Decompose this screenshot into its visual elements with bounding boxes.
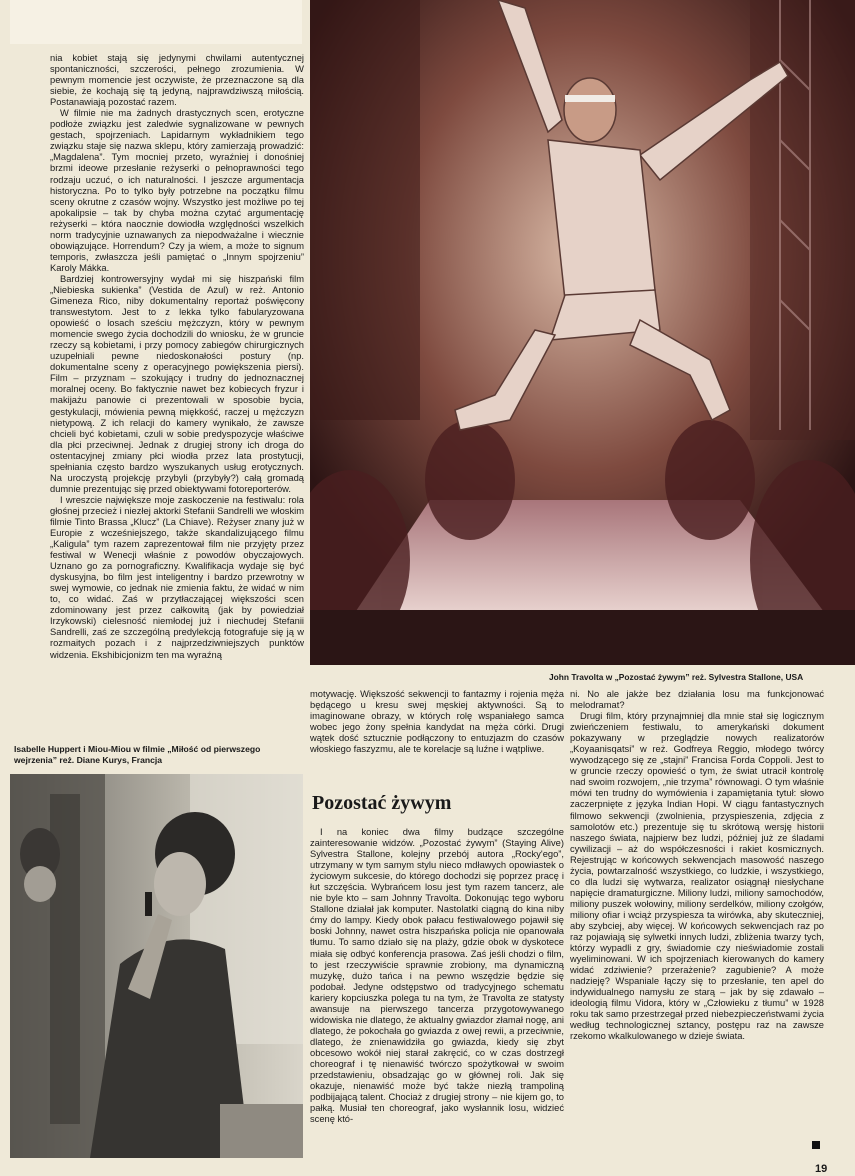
section-heading: Pozostać żywym <box>312 792 452 814</box>
top-blank-strip <box>10 0 302 44</box>
column-3 <box>570 689 824 1129</box>
col2-bottom-paragraph: I na koniec dwa filmy budzące szczególne zainteresowanie widzów. „Pozostać żywym” (Staying Alive) Sylvestra Stallone, kolejny przebój autora „Rocky'ego”, utrzymany w tym samym stylu nieco mdławych opowiastek o życiowym sukcesie, do którego dochodzi się poprzez pracę i łut szczęścia. Wybrańcem losu jest tym razem tancerz, ale nie byle kto – sam Johnny Travolta. Dokonując tego wyboru Stallone działał jak komputer. Nastolatki ciągną do kina niby ćmy do lampy. Kiedy obok pałacu festiwalowego pojawił się boski Johnny, nawet ostra hiszpańska policja nie opanowała tłumu. To samo działo się na plaży, gdzie obok w dyskotece miała się odbyć konferencja prasowa. Zaś jeśli chodzi o film, to jest rzeczywiście sprawnie zrobiony, ma dynamiczną muzykę, dużo tańca i na pewno wszędzie będzie się podobał. Jedyne odstępstwo od tradycyjnego schematu kariery kopciuszka polega tu na tym, że Travolta ze statysty awansuje na pierwszego tancerza przygotowywanego widowiska nie dlatego, że aktualny gwiazdor złamał nogę, ani dlatego, że pokochała go gwiazda z owej rewii, a przeciwnie, dlatego, że znienawidziła go gwiazda, kiedy się zbyt obcesowo wokół niej starał zakręcić, co w czas dostrzegł choreograf i tę nienawiść twórczo spożytkował w swoim przedstawieniu, obsadzając go w głównej roli. Jak się okazuje, nienawiść może być także niezłą trampoliną podbijającą talent. Chociaż z drugiej strony – nie kijem go, to pałką. Musiał ten choreograf, jako wysłannik losu, widzieć scenę któ- <box>310 827 564 1125</box>
huppert-caption: Isabelle Huppert i Miou-Miou w filmie „Miłość od pierwszego wejrzenia” reż. Diane Kurys, Francja <box>14 744 261 765</box>
travolta-photo <box>310 0 855 665</box>
column-2-top <box>310 689 564 775</box>
end-mark <box>812 1141 820 1149</box>
col3-paragraph-1: ni. No ale jakże bez działania losu ma funkcjonować melodramat? <box>570 689 824 711</box>
col2-top-paragraph: motywację. Większość sekwencji to fantazmy i rojenia męża będącego u kresu swej męskiej aktywności. Są to imaginowane obrazy, w których rolę wspaniałego samca wobec jego żony spełnia kandydat na męża córki. Drugi wątek dość sztucznie podłączony to entuzjazm do czasów włoskiego faszyzmu, ale te korelacje są luźne i wątpliwe. <box>310 689 564 755</box>
col1-paragraph-2: W filmie nie ma żadnych drastycznych scen, erotyczne podłoże związku jest zaledwie sygnalizowane w pewnych gestach, spojrzeniach. Lapidarnym wykładnikiem tego związku staje się nazwa sklepu, który zamierzają prowadzić: „Magdalena”. Tym mocniej przeto, wyraźniej i donośniej brzmi ideowe przesłanie reżyserki o pełnoprawności tego rodzaju uczuć, o ich naturalności. I jeszcze argumentacja historyczna. Po to tylko były potrzebne na początku filmu sceny okrutne z czasów wojny. Wszystko jest możliwe po tej apokalipsie – tak by chyba można czytać argumentację reżyserki – która naocznie dowiodła względności wszelkich norm tradycyjnie uznawanych za niepodważalne i wiecznie obowiązujące. Horrendum? Czy ja wiem, a może to signum temporis, zwłaszcza jeśli pamiętać o „Innym spojrzeniu” Karoly Mákka. <box>50 108 304 273</box>
huppert-photo-image <box>10 774 303 1158</box>
col1-paragraph-1: nia kobiet stają się jedynymi chwilami autentycznej spontaniczności, szczerości, pełnego zrozumienia. W pewnym momencie jest oczywiste, że przeznaczone są dla siebie, że kochają się tą jedyną, najprawdziwszą miłością. Postanawiają pozostać razem. <box>50 53 304 108</box>
col3-paragraph-2: Drugi film, który przynajmniej dla mnie stał się logicznym zwieńczeniem festiwalu, to amerykański dokument pokazywany w przeglądzie nowych realizatorów „Koyaanisqatsi” w reż. Godfreya Reggio, młodego twórcy wywodzącego się ze „stajni” Francisa Forda Coppoli. Jest to w gruncie rzeczy opowieść o tym, że świat utracił kontrolę nad swoim rozwojem, „nie trzyma” równowagi. O tym właśnie mówi ten trudny do wymówienia i zapamiętania tytuł: słowo zaczerpnięte z języka Indian Hopi. W ciągu fantastycznych filmowo sekwencji (zwolnienia, przyspieszenia, zdjęcia z samolotów etc.) prezentuje się tu skrótową wersję historii naszego świata, najpierw bez ludzi, później już ze śladami cywilizacji – aż do współczesności i rakiet kosmicznych. Rejestrując w końcowych sekwencjach masowość naszego życia, powtarzalność wszystkiego, co ludzkie, i wszystkiego, co dla ludzi się wytwarza, realizator osiągnął niesłychane napięcie dramaturgiczne. Miliony ludzi, miliony samochodów, miliony puszek wołowiny, miliony serdelków, miliony czołgów, miliony ofiar i wciąż przyspiesza ta wirówka, aby skuteczniej, aby szybciej, aby więcej. W końcowych sekwencjach raz po raz pojawiają się sylwetki innych ludzi, zbliżenia twarzy tych, którzy wypadli z gry, świadomie czy nieświadomie zostali wyeliminowani. W ich spojrzeniach kierowanych do kamery widać zdziwienie? przerażenie? zagubienie? A może nadzieję? Wspaniale łączy się to przesłanie, ten apel do indywidualnego namysłu ze starą – jak by się zdawało – ideologią filmu Vidora, który w „Człowieku z tłumu” w 1928 roku tak samo przestrzegał przed niebezpieczeństwami życia według technologicznej sztancy, postępu raz na zawsze rzekomo wkalkulowanego w dzieje świata. <box>570 711 824 1042</box>
col1-paragraph-3: Bardziej kontrowersyjny wydał mi się hiszpański film „Niebieska sukienka” (Vestida de Azul) w reż. Antonio Gimeneza Rico, niby dokumentalny reportaż poświęcony transwestytom. Jest to z lekka tylko fabularyzowana opowieść o losach sześciu mężczyzn, który w pewnym momencie swego życia dochodzili do wniosku, że w gruncie rzeczy są kobietami, i przy pomocy zabiegów chirurgicznych uzupełniali pewne niedoskonałości postury (np. dokumentalne sceny z operacyjnego powiększenia piersi). Film – przyznam – szokujący i trudny do jednoznacznej moralnej oceny. Bo faktycznie nawet bez kobiecych fryzur i makijażu panowie ci prezentowali w sposobie bycia, gestykulacji, mówienia pewną miękkość, raczej u mężczyzn nietypową. Z ich relacji do kamery wynikało, że zawsze chcieli być kobietami, czuli w sobie predyspozycje właściwe dla płci przeciwnej. Jednak z drugiej strony ich droga do ostentacyjnej zmiany płci wiodła przez lata prostytucji, spełniania często bardzo wyszukanych usług erotycznych. Na uroczystą projekcję przybyli (przybyły?) całą gromadą dumnie prezentując się przed obiektywami fotoreporterów. <box>50 273 304 494</box>
travolta-photo-image <box>310 0 855 665</box>
column-2-bottom <box>310 827 564 1157</box>
col1-paragraph-4: I wreszcie największe moje zaskoczenie na festiwalu: rola głośnej przecież i niezłej aktorki Stefanii Sandrelli we włoskim filmie Tinto Brassa „Klucz” (La Chiave). Reżyser znany już w Europie z wcześniejszego, także skandalizującego filmu „Kaligula” tym razem zaprezentował film nie przyjęty przez festiwal w Wenecji właśnie z powodów obyczajowych. Uznano go za pornograficzny. Kwalifikacja wydaje się być dyskusyjna, bo film jest inteligentny i bardzo przewrotny w swej wymowie, co jednak nie zmienia faktu, że widać w nim to, co widać. Zaś w przytłaczającej większości scen zdominowany jest przez całkowitą (jak by powiedział Irzykowski) cielesność niemłodej już i niechudej Stefanii Sandrelli, zaś ze szczególną predylekcją fotografuje się ją w rozmaitych pozach i z najprzedziwniejszych punktów widzenia. Ekshibicjonizm ten ma wyraźną <box>50 494 304 660</box>
huppert-photo <box>10 774 303 1158</box>
travolta-caption: John Travolta w „Pozostać żywym” reż. Sylvestra Stallone, USA <box>549 672 804 682</box>
page-number: 19 <box>815 1163 828 1175</box>
column-1 <box>50 53 304 740</box>
